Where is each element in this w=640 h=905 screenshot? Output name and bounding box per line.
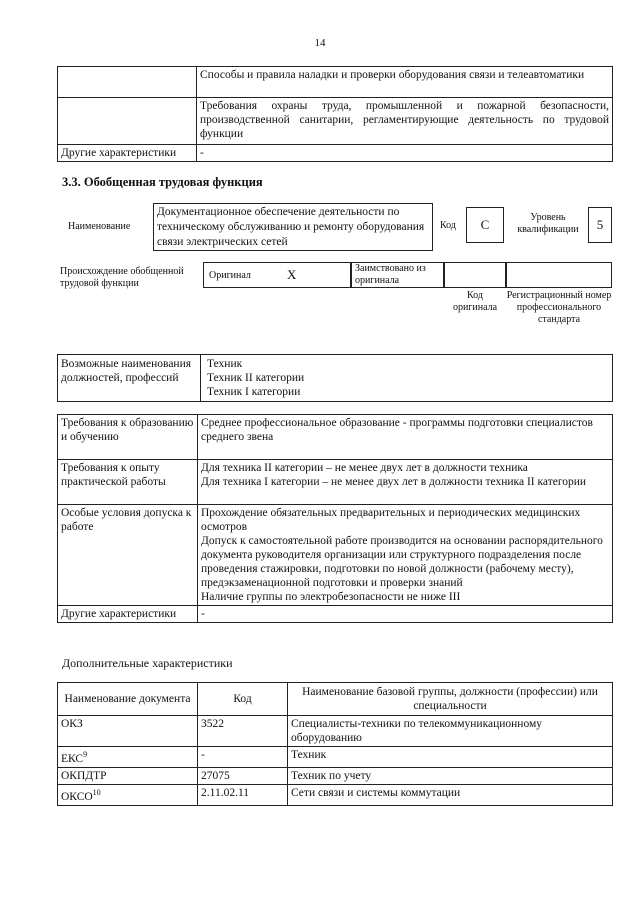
- position-item: Техник: [207, 358, 243, 370]
- table-header-row: [58, 683, 613, 716]
- code-cell: 27075: [198, 767, 288, 784]
- table-row: [58, 145, 613, 162]
- doc-name: ЕКС: [61, 752, 84, 765]
- req-value: Прохождение обязательных предварительных и периодических медицинских осмотров Допуск к самостоятельной работе производится на основании распорядительного документа руководителя организации или структурного подразделения после проведения стажировки, подготовки по новой должности (рабочему месту), предэкзаменационной подготовки и проверки знаний Наличие группы по электробезопасности не ниже III: [198, 505, 613, 606]
- original-mark: X: [287, 267, 297, 282]
- req-label: Требования к опыту практической работы: [58, 460, 198, 505]
- name-cell: Специалисты-техники по телекоммуникационному оборудованию: [288, 716, 613, 747]
- table-row: [58, 784, 613, 805]
- additional-title: Дополнительные характеристики: [62, 656, 233, 670]
- doc-cell: [58, 767, 198, 784]
- code-original-box: [444, 262, 506, 288]
- code-original-label: Код оригинала: [452, 290, 498, 313]
- table-cell-value: Способы и правила наладки и проверки оборудования связи и телеавтоматики: [197, 67, 613, 98]
- level-value-box: 5: [588, 207, 612, 243]
- table-row: [58, 767, 613, 784]
- name-cell: Сети связи и системы коммутации: [288, 784, 613, 805]
- section-title: 3.3. Обобщенная трудовая функция: [62, 175, 263, 189]
- top-skills-table: [57, 66, 613, 162]
- function-name-box: Документационное обеспечение деятельности по техническому обслуживанию и ремонту оборудования связи электрических сетей: [153, 203, 433, 251]
- original-box: [203, 262, 351, 288]
- doc-cell: [58, 716, 198, 747]
- footnote-ref: 10: [92, 787, 101, 797]
- positions-label: Возможные наименования должностей, профессий: [58, 355, 201, 402]
- original-label: Оригинал: [209, 270, 251, 281]
- origin-label: Происхождение обобщенной трудовой функции: [60, 266, 184, 289]
- table-cell-label: [58, 67, 197, 98]
- table-cell-label: [58, 98, 197, 145]
- table-row: [58, 67, 613, 98]
- code-cell: 3522: [198, 716, 288, 747]
- header-code: Код: [198, 683, 288, 716]
- page-number: 14: [314, 37, 326, 49]
- additional-table: [57, 682, 613, 806]
- header-doc: Наименование документа: [58, 683, 198, 716]
- req-label: Другие характеристики: [58, 606, 198, 623]
- position-item: Техник II категории: [207, 372, 305, 384]
- doc-name: ОКЗ: [61, 718, 83, 730]
- level-label: Уровень квалификации: [517, 212, 579, 235]
- code-label: Код: [440, 220, 456, 231]
- req-label: Требования к образованию и обучению: [58, 415, 198, 460]
- position-item: Техник I категории: [207, 386, 301, 398]
- table-row: [58, 460, 613, 505]
- footnote-ref: 9: [83, 750, 88, 759]
- req-label: Особые условия допуска к работе: [58, 505, 198, 606]
- positions-table: [57, 354, 613, 402]
- table-row: [58, 505, 613, 606]
- table-row: [58, 98, 613, 145]
- code-cell: 2.11.02.11: [198, 784, 288, 805]
- table-cell-label: Другие характеристики: [58, 145, 197, 162]
- table-row: [58, 747, 613, 768]
- table-cell-value: Требования охраны труда, промышленной и пожарной безопасности, производственной санитарии, регламентирующие деятельность по трудовой функции: [197, 98, 613, 145]
- table-row: [58, 355, 613, 402]
- code-value-box: C: [466, 207, 504, 243]
- name-cell: Техник по учету: [288, 767, 613, 784]
- table-row: [58, 606, 613, 623]
- doc-cell: [58, 784, 198, 805]
- table-row: [58, 415, 613, 460]
- name-cell: Техник: [288, 747, 613, 768]
- borrowed-box: Заимствовано из оригинала: [351, 262, 444, 288]
- table-row: [58, 716, 613, 747]
- doc-name: ОКПДТР: [61, 769, 107, 782]
- table-cell-value: -: [197, 145, 613, 162]
- header-name: Наименование базовой группы, должности (профессии) или специальности: [288, 683, 613, 716]
- req-value: Для техника II категории – не менее двух лет в должности техника Для техника I категории – не менее двух лет в должности техника II категории: [198, 460, 613, 505]
- positions-values: [201, 355, 613, 402]
- code-cell: -: [198, 747, 288, 768]
- reg-number-label: Регистрационный номер профессионального стандарта: [506, 290, 612, 325]
- doc-name: ОКСО: [61, 790, 93, 803]
- name-label: Наименование: [68, 221, 131, 232]
- reg-number-box: [506, 262, 612, 288]
- req-value: Среднее профессиональное образование - программы подготовки специалистов среднего звена: [198, 415, 613, 460]
- requirements-table: [57, 414, 613, 623]
- req-value: -: [198, 606, 613, 623]
- doc-cell: [58, 747, 198, 768]
